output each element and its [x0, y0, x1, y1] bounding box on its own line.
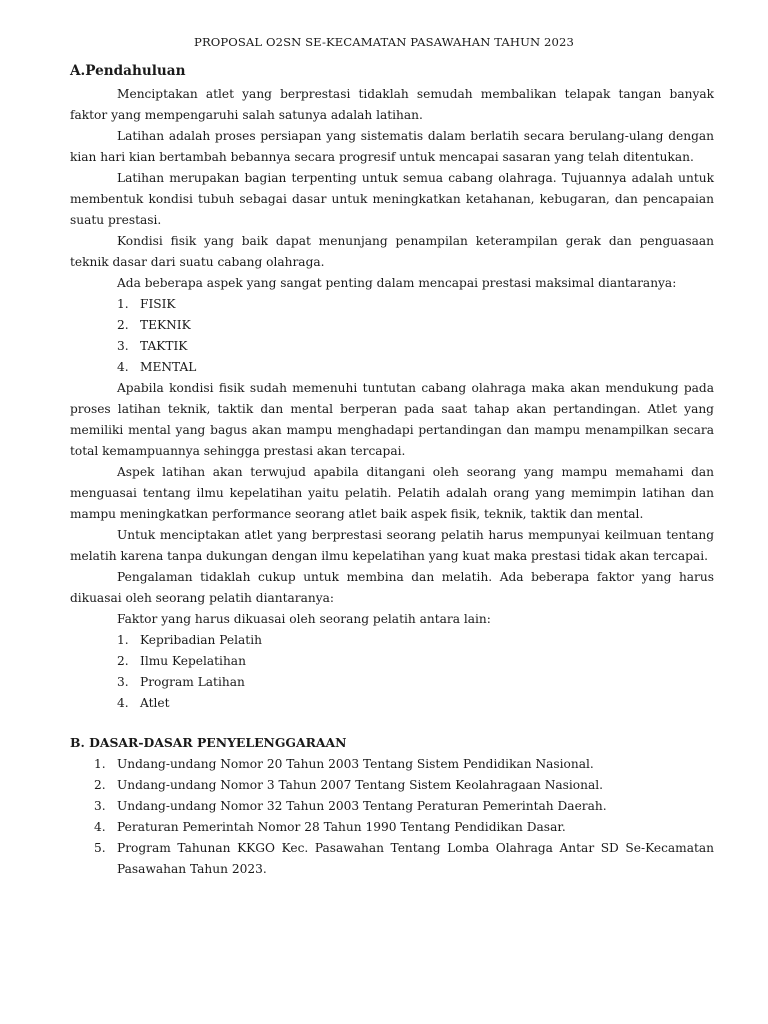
list-item [70, 775, 714, 796]
list-number: 1. [117, 297, 129, 311]
list-number: 2. [117, 318, 129, 332]
paragraph: Menciptakan atlet yang berprestasi tidaklah semudah membalikan telapak tangan banyak faktor yang mempengaruhi salah satunya adalah latihan. [70, 87, 714, 122]
paragraph: Latihan merupakan bagian terpenting untuk semua cabang olahraga. Tujuannya adalah untuk membentuk kondisi tubuh sebagai dasar untuk meningkatkan ketahanan, kebugaran, dan pencapaian suatu prestasi. [70, 171, 714, 227]
list-text: TAKTIK [140, 339, 188, 353]
paragraph: Kondisi fisik yang baik dapat menunjang penampilan keterampilan gerak dan penguasaan teknik dasar dari suatu cabang olahraga. [70, 234, 714, 269]
list-item [70, 817, 714, 838]
paragraph: Latihan adalah proses persiapan yang sistematis dalam berlatih secara berulang-ulang dengan kian hari kian bertambah bebannya secara progresif untuk mencapai sasaran yang telah ditentukan. [70, 129, 714, 164]
list-number: 2. [94, 778, 106, 792]
list-text: Program Latihan [140, 675, 245, 689]
list-text: Ilmu Kepelatihan [140, 654, 246, 668]
list-text: Peraturan Pemerintah Nomor 28 Tahun 1990 Tentang Pendidikan Dasar. [117, 820, 566, 834]
list-item [70, 630, 714, 651]
list-number: 2. [117, 654, 129, 668]
list-item [70, 315, 714, 336]
document-body [70, 63, 714, 880]
list-text: MENTAL [140, 360, 197, 374]
running-header: PROPOSAL O2SN SE-KECAMATAN PASAWAHAN TAHUN 2023 [194, 35, 574, 49]
list-number: 3. [117, 675, 129, 689]
section-a-heading: A.Pendahuluan [70, 63, 186, 79]
list-number: 5. [94, 841, 106, 855]
list-number: 1. [117, 633, 129, 647]
factors-intro: Faktor yang harus dikuasai oleh seorang pelatih antara lain: [117, 612, 491, 626]
list-text: TEKNIK [140, 318, 191, 332]
aspects-list [70, 294, 714, 378]
list-item [70, 796, 714, 817]
list-item [70, 693, 714, 714]
paragraph: Apabila kondisi fisik sudah memenuhi tuntutan cabang olahraga maka akan mendukung pada proses latihan teknik, taktik dan mental berperan pada saat tahap akan pertandingan. Atlet yang memiliki mental yang bagus akan mampu menghadapi pertandingan dan mampu menampilkan secara total kemampuannya sehingga prestasi akan tercapai. [70, 381, 714, 458]
list-text: Undang-undang Nomor 20 Tahun 2003 Tentang Sistem Pendidikan Nasional. [117, 757, 594, 771]
list-number: 3. [117, 339, 129, 353]
paragraph: Untuk menciptakan atlet yang berprestasi seorang pelatih harus mempunyai keilmuan tentang melatih karena tanpa dukungan dengan ilmu kepelatihan yang kuat maka prestasi tidak akan tercapai. [70, 528, 714, 563]
paragraph: Aspek latihan akan terwujud apabila ditangani oleh seorang yang mampu memahami dan menguasai tentang ilmu kepelatihan yaitu pelatih. Pelatih adalah orang yang memimpin latihan dan mampu meningkatkan performance seorang atlet baik aspek fisik, teknik, taktik dan mental. [70, 465, 714, 521]
paragraph: Pengalaman tidaklah cukup untuk membina dan melatih. Ada beberapa faktor yang harus dikuasai oleh seorang pelatih diantaranya: [70, 570, 714, 605]
list-item [70, 651, 714, 672]
list-item [70, 838, 714, 880]
factors-list [70, 630, 714, 714]
list-text: Atlet [140, 696, 170, 710]
list-text: Undang-undang Nomor 3 Tahun 2007 Tentang Sistem Keolahragaan Nasional. [117, 778, 604, 792]
list-text: Undang-undang Nomor 32 Tahun 2003 Tentang Peraturan Pemerintah Daerah. [117, 799, 607, 813]
list-item [70, 336, 714, 357]
list-item [70, 754, 714, 775]
list-item [70, 357, 714, 378]
list-number: 3. [94, 799, 106, 813]
legal-basis-list [70, 754, 714, 880]
list-number: 4. [117, 360, 129, 374]
list-text: FISIK [140, 297, 176, 311]
list-item [70, 672, 714, 693]
list-item [70, 294, 714, 315]
section-b-heading: B. DASAR-DASAR PENYELENGGARAAN [70, 735, 347, 750]
aspects-intro: Ada beberapa aspek yang sangat penting dalam mencapai prestasi maksimal diantaranya: [117, 276, 677, 290]
list-number: 4. [117, 696, 129, 710]
list-number: 1. [94, 757, 106, 771]
list-text: Kepribadian Pelatih [140, 633, 262, 647]
list-number: 4. [94, 820, 106, 834]
list-text: Program Tahunan KKGO Kec. Pasawahan Tentang Lomba Olahraga Antar SD Se-Kecamatan Pasawahan Tahun 2023. [117, 841, 714, 876]
